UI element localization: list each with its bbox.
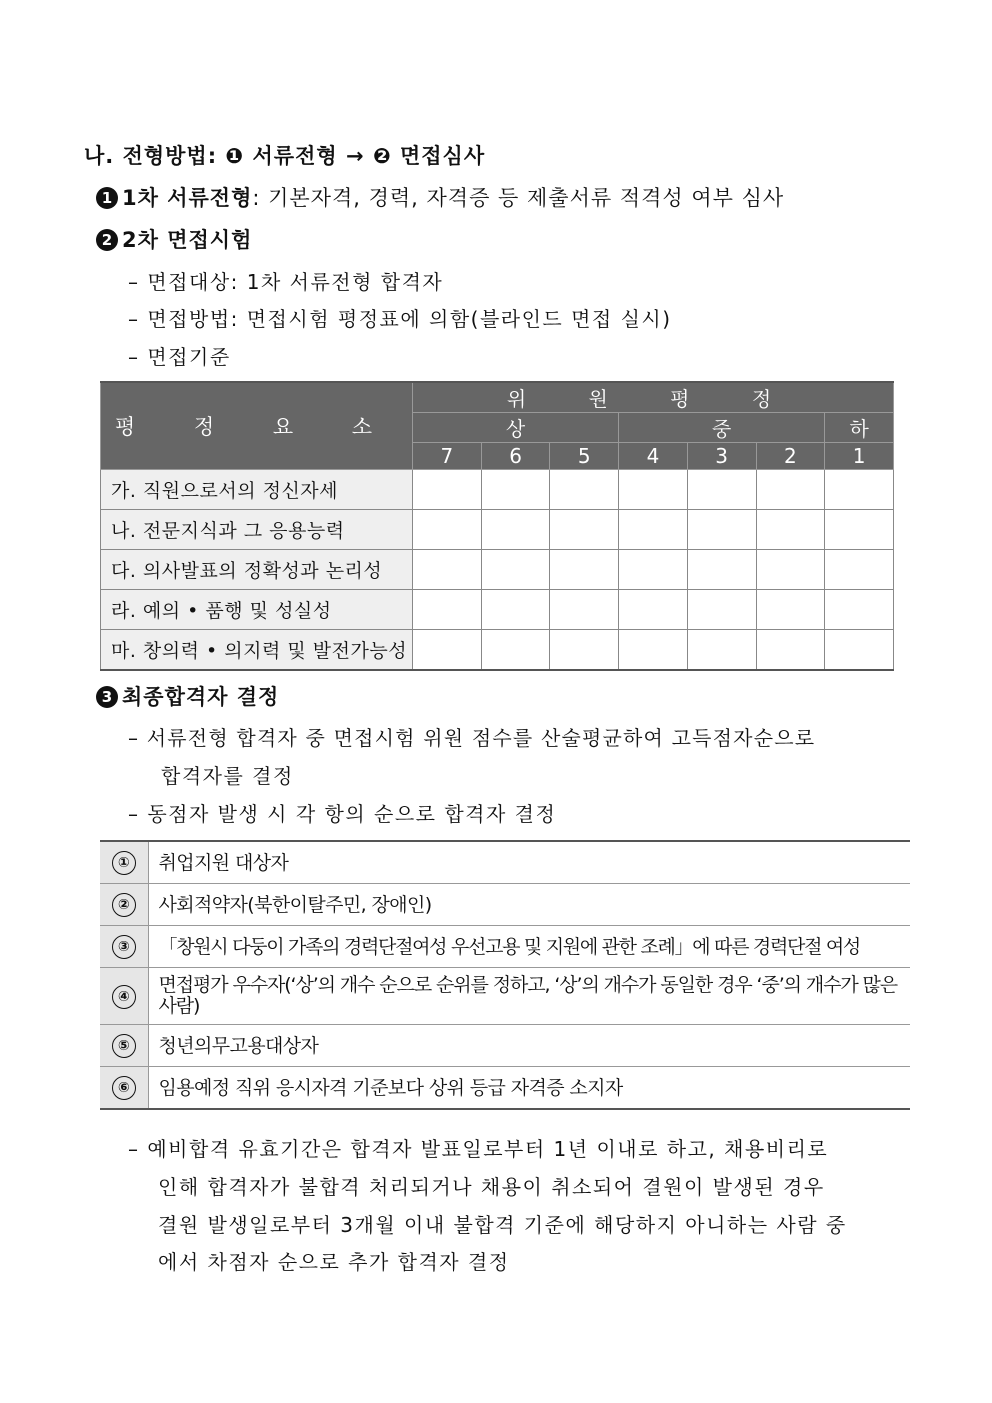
eval-score-header: 3 [687, 443, 756, 470]
step1-title: 1차 서류전형 [122, 186, 253, 210]
reserve-paragraph-line: 인해 합격자가 불합격 처리되거나 채용이 취소되어 결원이 발생된 경우 [158, 1175, 825, 1199]
score-cell [825, 470, 894, 510]
tiebreak-row [100, 1067, 910, 1110]
priority-text: 취업지원 대상자 [148, 841, 910, 884]
score-cell [825, 550, 894, 590]
step3-bullet: – 서류전형 합격자 중 면접시험 위원 점수를 산술평균하여 고득점자순으로 [128, 726, 816, 750]
score-cell [619, 630, 688, 671]
score-cell [825, 510, 894, 550]
step1-desc: : 기본자격, 경력, 자격증 등 제출서류 적격성 여부 심사 [252, 186, 785, 210]
reserve-paragraph-line: – 예비합격 유효기간은 합격자 발표일로부터 1년 이내로 하고, 채용비리로 [128, 1137, 829, 1161]
section-title: 나. 전형방법: ❶ 서류전형 → ❷ 면접심사 [84, 144, 486, 168]
eval-item: 마. 창의력 • 의지력 및 발전가능성 [101, 630, 413, 671]
eval-group-header: 위 원 평 정 [413, 382, 894, 413]
eval-row [101, 510, 894, 550]
eval-item: 다. 의사발표의 정확성과 논리성 [101, 550, 413, 590]
score-cell [687, 630, 756, 671]
step3-marker: 3 [96, 686, 118, 708]
score-cell [756, 510, 825, 550]
score-cell [550, 630, 619, 671]
score-cell [687, 550, 756, 590]
score-cell [550, 470, 619, 510]
eval-score-header: 6 [481, 443, 550, 470]
step1-line [96, 182, 784, 212]
tiebreak-row [100, 968, 910, 1025]
priority-text: 사회적약자(북한이탈주민, 장애인) [148, 884, 910, 926]
score-cell [481, 510, 550, 550]
step2-bullet: – 면접대상: 1차 서류전형 합격자 [128, 270, 444, 294]
score-cell [550, 510, 619, 550]
step2-line [96, 224, 252, 254]
score-cell [550, 550, 619, 590]
tiebreak-row [100, 841, 910, 884]
eval-row [101, 590, 894, 630]
score-cell [756, 590, 825, 630]
score-cell [619, 470, 688, 510]
eval-item: 라. 예의 • 품행 및 성실성 [101, 590, 413, 630]
tiebreak-table [100, 840, 910, 1110]
priority-text: 임용예정 직위 응시자격 기준보다 상위 등급 자격증 소지자 [148, 1067, 910, 1110]
priority-number: ② [112, 893, 136, 917]
eval-score-header: 1 [825, 443, 894, 470]
priority-text: 청년의무고용대상자 [148, 1025, 910, 1067]
step2-bullet: – 면접방법: 면접시험 평정표에 의함(블라인드 면접 실시) [128, 307, 672, 331]
eval-level-mid: 중 [619, 413, 825, 443]
eval-level-high: 상 [413, 413, 619, 443]
score-cell [413, 590, 482, 630]
priority-text: 면접평가 우수자(‘상’의 개수 순으로 순위를 정하고, ‘상’의 개수가 동일한 경우 ‘중’의 개수가 많은 사람) [148, 968, 910, 1025]
priority-text: 「창원시 다둥이 가족의 경력단절여성 우선고용 및 지원에 관한 조례」에 따른 경력단절 여성 [148, 926, 910, 968]
score-cell [619, 550, 688, 590]
eval-row [101, 550, 894, 590]
priority-number: ⑤ [112, 1034, 136, 1058]
score-cell [550, 590, 619, 630]
evaluation-table [100, 381, 894, 671]
score-cell [481, 470, 550, 510]
score-cell [825, 630, 894, 671]
eval-item: 나. 전문지식과 그 응용능력 [101, 510, 413, 550]
step3-title: 최종합격자 결정 [122, 685, 280, 709]
score-cell [481, 590, 550, 630]
score-cell [756, 630, 825, 671]
step3-line [96, 681, 279, 711]
step2-marker: 2 [96, 229, 118, 251]
priority-number: ④ [112, 985, 136, 1009]
score-cell [619, 510, 688, 550]
score-cell [619, 590, 688, 630]
eval-header-row [101, 382, 894, 413]
eval-corner-header: 평 정 요 소 [101, 382, 413, 470]
tiebreak-row [100, 884, 910, 926]
score-cell [481, 550, 550, 590]
eval-score-header: 4 [619, 443, 688, 470]
score-cell [756, 550, 825, 590]
score-cell [413, 550, 482, 590]
step2-title: 2차 면접시험 [122, 228, 253, 252]
eval-score-header: 7 [413, 443, 482, 470]
priority-number: ① [112, 851, 136, 875]
reserve-paragraph-line: 에서 차점자 순으로 추가 합격자 결정 [158, 1250, 510, 1274]
tiebreak-row [100, 1025, 910, 1067]
score-cell [413, 470, 482, 510]
step3-bullet: – 동점자 발생 시 각 항의 순으로 합격자 결정 [128, 802, 557, 826]
priority-number: ③ [112, 935, 136, 959]
step3-bullet-cont: 합격자를 결정 [161, 764, 294, 788]
score-cell [481, 630, 550, 671]
score-cell [413, 510, 482, 550]
reserve-paragraph-line: 결원 발생일로부터 3개월 이내 불합격 기준에 해당하지 아니하는 사람 중 [158, 1213, 847, 1237]
score-cell [756, 470, 825, 510]
eval-row [101, 470, 894, 510]
score-cell [687, 590, 756, 630]
score-cell [825, 590, 894, 630]
priority-number: ⑥ [112, 1076, 136, 1100]
score-cell [413, 630, 482, 671]
eval-row [101, 630, 894, 671]
score-cell [687, 510, 756, 550]
eval-score-header: 5 [550, 443, 619, 470]
tiebreak-row [100, 926, 910, 968]
score-cell [687, 470, 756, 510]
step1-marker: 1 [96, 187, 118, 209]
step2-bullet: – 면접기준 [128, 345, 231, 369]
eval-level-low: 하 [825, 413, 894, 443]
eval-item: 가. 직원으로서의 정신자세 [101, 470, 413, 510]
eval-score-header: 2 [756, 443, 825, 470]
